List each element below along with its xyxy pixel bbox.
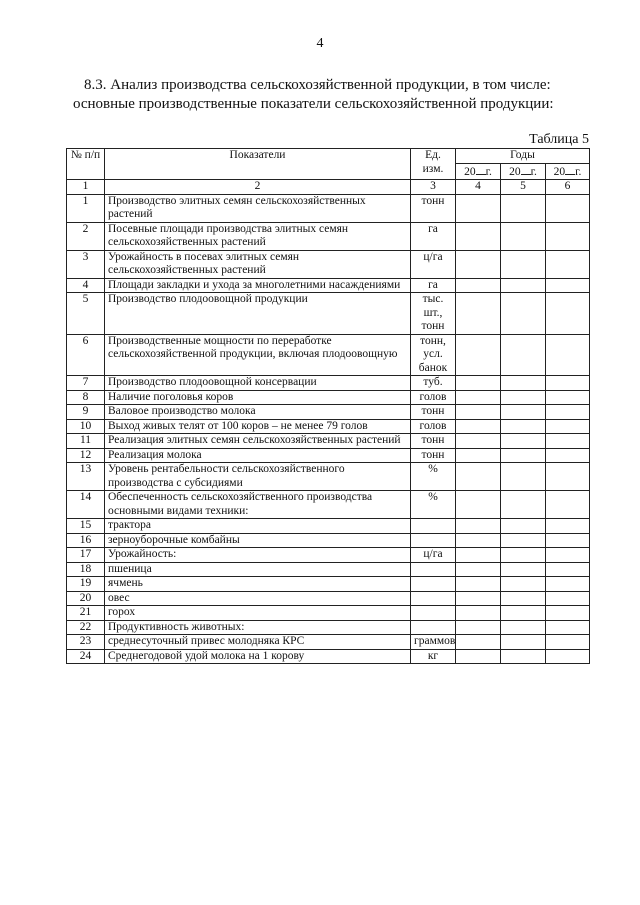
row-year-value-2[interactable]: [501, 250, 546, 278]
row-year-value-3[interactable]: [546, 649, 590, 664]
table-row: [67, 434, 590, 449]
row-year-value-3[interactable]: [546, 606, 590, 621]
row-year-value-1[interactable]: [456, 491, 501, 519]
row-year-value-1[interactable]: [456, 591, 501, 606]
row-year-value-2[interactable]: [501, 533, 546, 548]
row-year-value-2[interactable]: [501, 419, 546, 434]
row-year-value-1[interactable]: [456, 463, 501, 491]
row-year-value-1[interactable]: [456, 562, 501, 577]
row-year-value-2[interactable]: [501, 649, 546, 664]
row-indicator: Посевные площади производства элитных семян сельскохозяйственных растений: [105, 222, 411, 250]
header-num: № п/п: [67, 149, 105, 180]
row-indicator: среднесуточный привес молодняка КРС: [105, 635, 411, 650]
year-prefix: 20: [464, 165, 476, 178]
row-indicator: Обеспеченность сельскохозяйственного производства основными видами техники:: [105, 491, 411, 519]
row-year-value-3[interactable]: [546, 463, 590, 491]
row-year-value-2[interactable]: [501, 606, 546, 621]
row-number: 1: [67, 194, 105, 222]
row-year-value-2[interactable]: [501, 293, 546, 335]
column-number: 6: [546, 180, 590, 195]
row-unit: тонн: [411, 434, 456, 449]
row-year-value-1[interactable]: [456, 405, 501, 420]
row-indicator: Производство плодоовощной продукции: [105, 293, 411, 335]
row-year-value-3[interactable]: [546, 293, 590, 335]
heading-line-2: основные производственные показатели сельскохозяйственной продукции:: [73, 96, 554, 112]
row-year-value-1[interactable]: [456, 390, 501, 405]
row-number: 16: [67, 533, 105, 548]
row-year-value-1[interactable]: [456, 548, 501, 563]
table-row: [67, 577, 590, 592]
row-number: 5: [67, 293, 105, 335]
table-row: [67, 419, 590, 434]
row-indicator: Уровень рентабельности сельскохозяйственного производства с субсидиями: [105, 463, 411, 491]
row-unit: [411, 519, 456, 534]
row-year-value-1[interactable]: [456, 334, 501, 376]
row-year-value-3[interactable]: [546, 448, 590, 463]
row-number: 20: [67, 591, 105, 606]
year-blank: [565, 164, 575, 175]
row-year-value-3[interactable]: [546, 194, 590, 222]
table-body: [67, 194, 590, 664]
row-year-value-2[interactable]: [501, 448, 546, 463]
row-year-value-2[interactable]: [501, 562, 546, 577]
row-indicator: ячмень: [105, 577, 411, 592]
table-row: [67, 222, 590, 250]
table-row: [67, 334, 590, 376]
row-number: 19: [67, 577, 105, 592]
row-indicator: Производство элитных семян сельскохозяйственных растений: [105, 194, 411, 222]
row-year-value-2[interactable]: [501, 491, 546, 519]
row-unit: голов: [411, 419, 456, 434]
row-indicator: зерноуборочные комбайны: [105, 533, 411, 548]
row-unit: %: [411, 491, 456, 519]
row-year-value-1[interactable]: [456, 194, 501, 222]
row-indicator: Производство плодоовощной консервации: [105, 376, 411, 391]
row-unit: га: [411, 278, 456, 293]
row-year-value-3[interactable]: [546, 620, 590, 635]
row-year-value-2[interactable]: [501, 519, 546, 534]
table-row: [67, 250, 590, 278]
row-number: 12: [67, 448, 105, 463]
row-year-value-1[interactable]: [456, 649, 501, 664]
row-year-value-3[interactable]: [546, 562, 590, 577]
row-year-value-2[interactable]: [501, 591, 546, 606]
year-prefix: 20: [509, 165, 521, 178]
header-year-1: [456, 163, 501, 180]
row-number: 11: [67, 434, 105, 449]
row-year-value-1[interactable]: [456, 606, 501, 621]
row-year-value-2[interactable]: [501, 405, 546, 420]
row-unit: [411, 606, 456, 621]
row-year-value-2[interactable]: [501, 278, 546, 293]
row-year-value-3[interactable]: [546, 376, 590, 391]
column-number: 3: [411, 180, 456, 195]
row-year-value-3[interactable]: [546, 390, 590, 405]
row-year-value-2[interactable]: [501, 635, 546, 650]
row-unit: [411, 620, 456, 635]
row-indicator: Производственные мощности по переработке сельскохозяйственной продукции, включая плодоовощную: [105, 334, 411, 376]
column-number: 4: [456, 180, 501, 195]
header-row: [67, 149, 590, 164]
column-number: 1: [67, 180, 105, 195]
row-unit: голов: [411, 390, 456, 405]
section-heading: [62, 76, 592, 114]
row-unit: ц/га: [411, 548, 456, 563]
row-year-value-3[interactable]: [546, 533, 590, 548]
row-year-value-3[interactable]: [546, 419, 590, 434]
row-year-value-2[interactable]: [501, 376, 546, 391]
row-year-value-1[interactable]: [456, 533, 501, 548]
row-indicator: Продуктивность животных:: [105, 620, 411, 635]
row-year-value-3[interactable]: [546, 222, 590, 250]
table-row: [67, 519, 590, 534]
row-unit: граммов: [411, 635, 456, 650]
year-prefix: 20: [553, 165, 566, 178]
table-row: [67, 620, 590, 635]
page-number: 4: [316, 36, 324, 51]
row-year-value-2[interactable]: [501, 620, 546, 635]
column-number: 5: [501, 180, 546, 195]
row-number: 22: [67, 620, 105, 635]
column-numbers-row: [67, 180, 590, 195]
row-year-value-3[interactable]: [546, 434, 590, 449]
row-year-value-1[interactable]: [456, 419, 501, 434]
indicators-table: [66, 148, 590, 664]
row-number: 8: [67, 390, 105, 405]
row-year-value-3[interactable]: [546, 591, 590, 606]
header-indicator: Показатели: [105, 149, 411, 180]
table-row: [67, 293, 590, 335]
row-year-value-1[interactable]: [456, 519, 501, 534]
row-indicator: овес: [105, 591, 411, 606]
row-unit: %: [411, 463, 456, 491]
year-suffix: г.: [575, 165, 582, 178]
row-year-value-1[interactable]: [456, 620, 501, 635]
table-row: [67, 278, 590, 293]
row-number: 2: [67, 222, 105, 250]
row-number: 23: [67, 635, 105, 650]
row-year-value-1[interactable]: [456, 635, 501, 650]
row-year-value-3[interactable]: [546, 334, 590, 376]
row-unit: тонн: [411, 194, 456, 222]
row-unit: тонн: [411, 405, 456, 420]
row-year-value-2[interactable]: [501, 390, 546, 405]
row-unit: [411, 591, 456, 606]
header-year-2: [501, 163, 546, 180]
header-unit: Ед. изм.: [411, 149, 456, 180]
row-indicator: Валовое производство молока: [105, 405, 411, 420]
row-unit: кг: [411, 649, 456, 664]
row-indicator: Выход живых телят от 100 коров – не менее 79 голов: [105, 419, 411, 434]
row-year-value-1[interactable]: [456, 293, 501, 335]
year-suffix: г.: [485, 165, 492, 178]
row-indicator: Реализация молока: [105, 448, 411, 463]
header-year-3: [546, 163, 590, 180]
row-number: 6: [67, 334, 105, 376]
row-unit: ц/га: [411, 250, 456, 278]
row-number: 9: [67, 405, 105, 420]
table-row: [67, 491, 590, 519]
heading-line-1: 8.3. Анализ производства сельскохозяйственной продукции, в том числе:: [84, 77, 551, 93]
year-blank: [521, 164, 531, 175]
row-year-value-1[interactable]: [456, 278, 501, 293]
row-number: 24: [67, 649, 105, 664]
table-row: [67, 448, 590, 463]
row-indicator: Реализация элитных семян сельскохозяйственных растений: [105, 434, 411, 449]
row-year-value-1[interactable]: [456, 448, 501, 463]
row-unit: [411, 562, 456, 577]
table-row: [67, 533, 590, 548]
row-number: 7: [67, 376, 105, 391]
row-unit: [411, 533, 456, 548]
row-year-value-2[interactable]: [501, 434, 546, 449]
table-row: [67, 405, 590, 420]
row-number: 10: [67, 419, 105, 434]
row-number: 4: [67, 278, 105, 293]
row-unit: туб.: [411, 376, 456, 391]
row-indicator: Наличие поголовья коров: [105, 390, 411, 405]
table-row: [67, 606, 590, 621]
table-row: [67, 649, 590, 664]
row-year-value-3[interactable]: [546, 405, 590, 420]
row-indicator: Площади закладки и ухода за многолетними насаждениями: [105, 278, 411, 293]
row-number: 13: [67, 463, 105, 491]
year-blank: [476, 164, 486, 175]
row-year-value-1[interactable]: [456, 250, 501, 278]
table-caption: Таблица 5: [529, 132, 589, 147]
row-year-value-2[interactable]: [501, 577, 546, 592]
row-unit: тонн, усл. банок: [411, 334, 456, 376]
row-year-value-1[interactable]: [456, 577, 501, 592]
row-year-value-2[interactable]: [501, 194, 546, 222]
row-indicator: пшеница: [105, 562, 411, 577]
row-indicator: горох: [105, 606, 411, 621]
table-row: [67, 591, 590, 606]
row-year-value-2[interactable]: [501, 548, 546, 563]
table-row: [67, 635, 590, 650]
row-number: 17: [67, 548, 105, 563]
row-year-value-3[interactable]: [546, 519, 590, 534]
row-year-value-2[interactable]: [501, 222, 546, 250]
row-unit: [411, 577, 456, 592]
year-suffix: г.: [530, 165, 537, 178]
row-unit: тонн: [411, 448, 456, 463]
table-row: [67, 376, 590, 391]
table-row: [67, 194, 590, 222]
table-row: [67, 463, 590, 491]
row-year-value-3[interactable]: [546, 250, 590, 278]
row-year-value-1[interactable]: [456, 434, 501, 449]
row-year-value-1[interactable]: [456, 222, 501, 250]
row-number: 14: [67, 491, 105, 519]
row-number: 15: [67, 519, 105, 534]
row-year-value-3[interactable]: [546, 491, 590, 519]
row-indicator: Урожайность в посевах элитных семян сельскохозяйственных растений: [105, 250, 411, 278]
row-unit: га: [411, 222, 456, 250]
row-number: 18: [67, 562, 105, 577]
table-row: [67, 548, 590, 563]
row-year-value-3[interactable]: [546, 278, 590, 293]
table-row: [67, 390, 590, 405]
row-year-value-3[interactable]: [546, 548, 590, 563]
row-indicator: Среднегодовой удой молока на 1 корову: [105, 649, 411, 664]
row-indicator: Урожайность:: [105, 548, 411, 563]
row-year-value-2[interactable]: [501, 463, 546, 491]
row-year-value-1[interactable]: [456, 376, 501, 391]
table-row: [67, 562, 590, 577]
row-year-value-2[interactable]: [501, 334, 546, 376]
row-year-value-3[interactable]: [546, 577, 590, 592]
row-year-value-3[interactable]: [546, 635, 590, 650]
column-number: 2: [105, 180, 411, 195]
row-number: 3: [67, 250, 105, 278]
row-indicator: трактора: [105, 519, 411, 534]
header-years: Годы: [456, 149, 590, 164]
row-unit: тыс. шт., тонн: [411, 293, 456, 335]
row-number: 21: [67, 606, 105, 621]
